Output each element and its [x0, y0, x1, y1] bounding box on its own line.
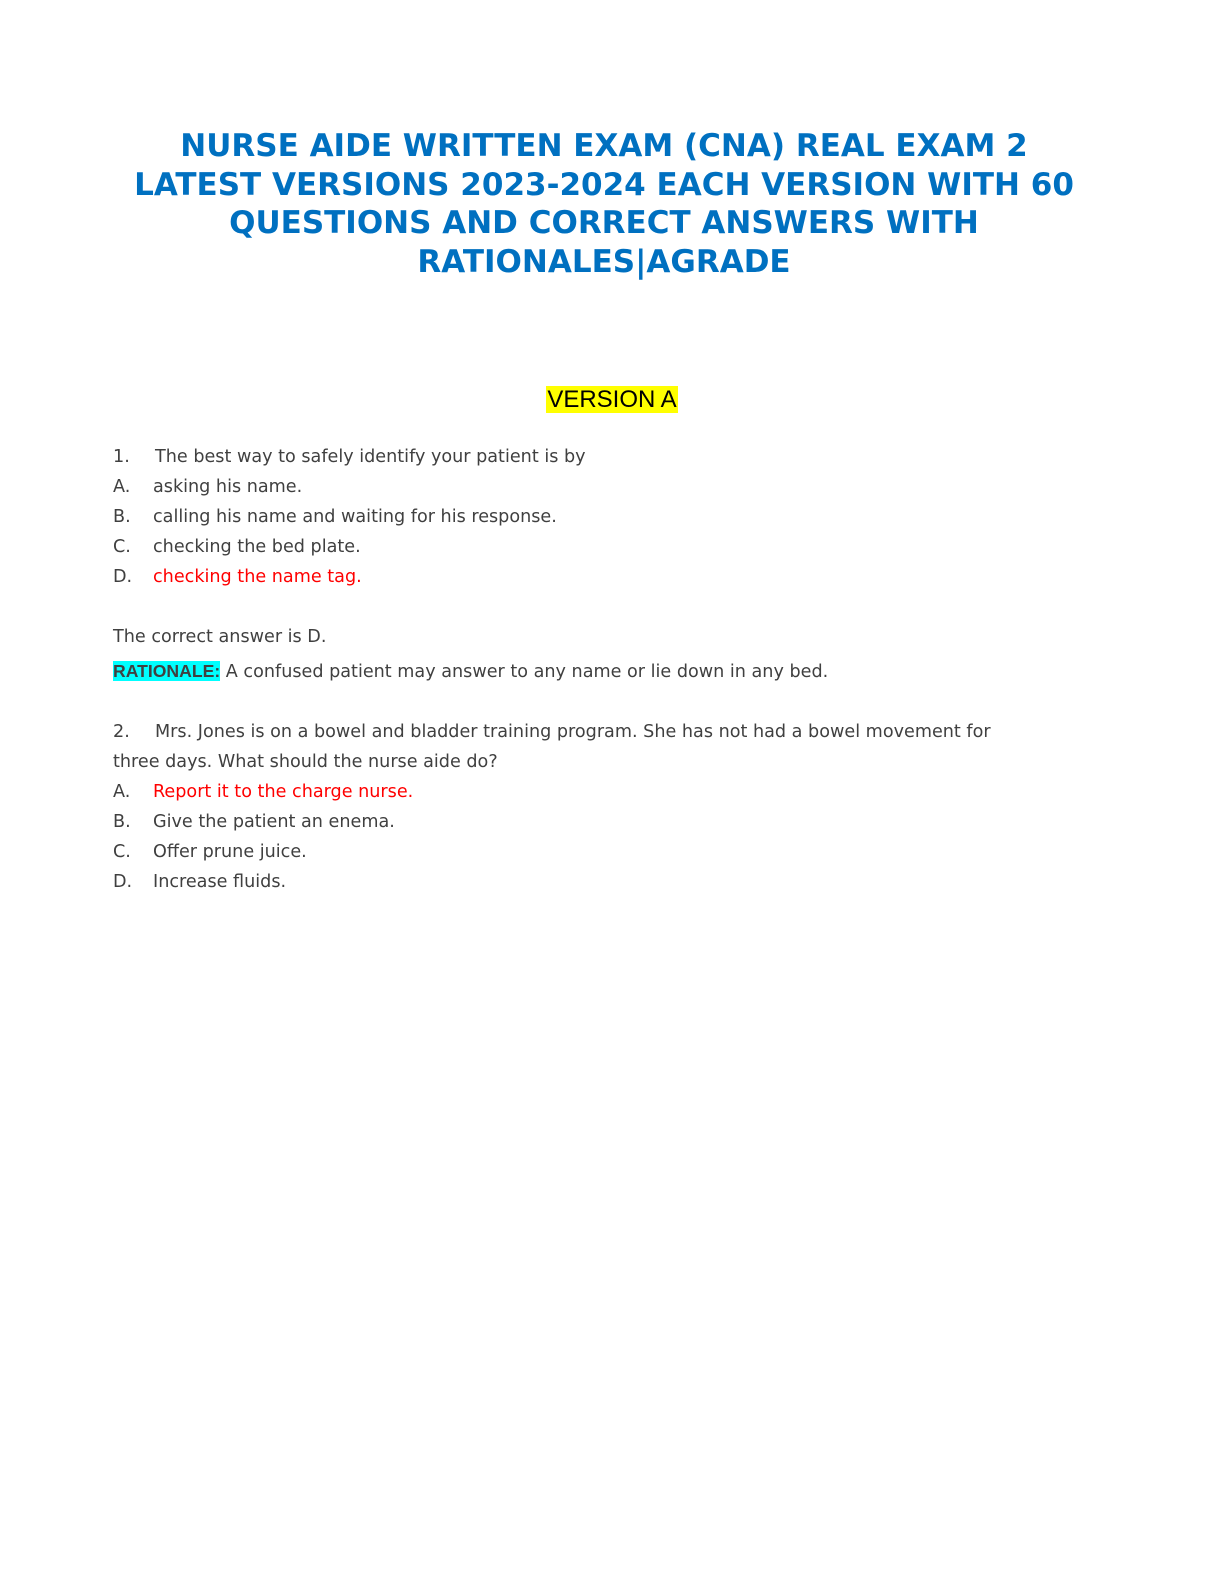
- question-text: The best way to safely identify your patient is by: [155, 447, 586, 467]
- question-stem: [113, 442, 1093, 472]
- option-text: asking his name.: [153, 477, 303, 497]
- answer-option-b: [113, 502, 1093, 532]
- option-letter: A.: [113, 477, 131, 497]
- rationale-text: A confused patient may answer to any name or lie down in any bed.: [220, 662, 829, 682]
- correct-option-text: Report it to the charge nurse.: [153, 782, 414, 802]
- answer-option-a: [113, 472, 1093, 502]
- answer-option-b: [113, 807, 1093, 837]
- question-text: Mrs. Jones is on a bowel and bladder training program. She has not had a bowel movement for: [155, 722, 991, 742]
- correct-answer-statement: The correct answer is D.: [113, 627, 327, 647]
- version-label: VERSION A: [547, 386, 677, 413]
- answer-option-c: [113, 532, 1093, 562]
- answer-option-d: [113, 867, 1093, 897]
- rationale: [113, 656, 1093, 687]
- rationale-label: RATIONALE:: [113, 661, 221, 681]
- question-number: 2.: [113, 722, 130, 742]
- option-letter: C.: [113, 537, 131, 557]
- questions-section: [113, 442, 1093, 897]
- option-text: Increase fluids.: [153, 872, 287, 892]
- answer-option-d-correct: [113, 562, 1093, 592]
- option-letter: B.: [113, 812, 131, 832]
- option-letter: D.: [113, 872, 133, 892]
- option-text: Offer prune juice.: [153, 842, 307, 862]
- option-text: checking the bed plate.: [153, 537, 361, 557]
- correct-option-text: checking the name tag.: [153, 567, 362, 587]
- version-heading: [0, 384, 1224, 416]
- question-2: [113, 717, 1093, 897]
- option-letter: D.: [113, 567, 133, 587]
- option-text: calling his name and waiting for his response.: [153, 507, 557, 527]
- document-title: NURSE AIDE WRITTEN EXAM (CNA) REAL EXAM 2 LATEST VERSIONS 2023-2024 EACH VERSION WITH 60 QUESTIONS AND CORRECT ANSWERS WITH RATIONALES|AGRADE: [134, 128, 1074, 280]
- question-stem: [113, 717, 1093, 747]
- option-text: Give the patient an enema.: [153, 812, 395, 832]
- question-stem-continued: three days. What should the nurse aide do?: [113, 752, 498, 772]
- answer-option-c: [113, 837, 1093, 867]
- option-letter: C.: [113, 842, 131, 862]
- question-number: 1.: [113, 447, 130, 467]
- spacer: [113, 687, 1093, 717]
- answer-option-a-correct: [113, 777, 1093, 807]
- option-letter: A.: [113, 782, 131, 802]
- question-1: [113, 442, 1093, 687]
- option-letter: B.: [113, 507, 131, 527]
- spacer: [113, 592, 1093, 622]
